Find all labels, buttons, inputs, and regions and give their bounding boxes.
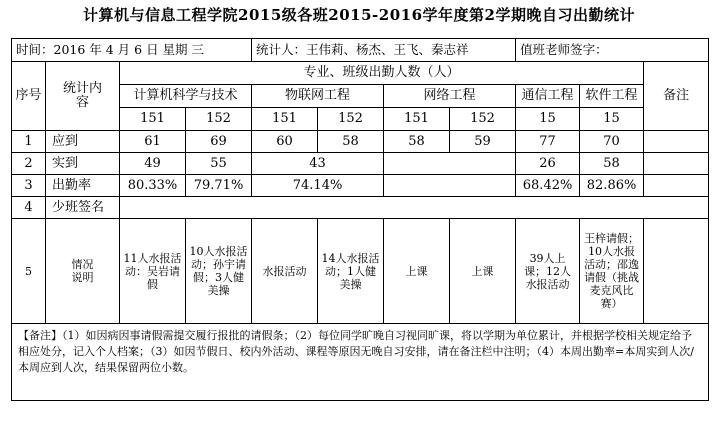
remark-header: 备注 [644, 62, 709, 131]
row-label: 少班签名 [46, 197, 120, 219]
major-header: 通信工程 [516, 85, 580, 108]
value-cell: 70 [580, 131, 644, 153]
value-cell: 43 [252, 153, 384, 175]
class-header: 151 [120, 108, 186, 131]
remark-cell [644, 175, 709, 197]
major-header: 计算机科学与技术 [120, 85, 252, 108]
value-cell: 60 [252, 131, 318, 153]
seq-header: 序号 [12, 62, 46, 131]
row-seq: 1 [12, 131, 46, 153]
row-label: 出勤率 [46, 175, 120, 197]
notes-text: 【备注】（1）如因病因事请假需提交履行报批的请假条；（2）每位同学旷晚自习视同旷课，将以学期为单位累计，并根据学校相关规定给予相应处分，记入个人档案；（3）如因节假日、校内外活动、课程等原因无晚自习安排，请在备注栏中注明；（4）本周出勤率=本周实到人次/本周应到人次，结果保留两位小数。 [12, 324, 709, 401]
value-cell: 58 [580, 153, 644, 175]
situation-cell: 14人水报活动；1人健美操 [318, 219, 384, 324]
signature-area [120, 197, 709, 219]
row-seq: 3 [12, 175, 46, 197]
class-header: 152 [450, 108, 516, 131]
situation-cell: 10人水报活动；孙宇请假；3人健美操 [186, 219, 252, 324]
major-header: 物联网工程 [252, 85, 384, 108]
class-header: 152 [318, 108, 384, 131]
value-cell: 59 [450, 131, 516, 153]
row-seq: 4 [12, 197, 46, 219]
stat-content-header: 统计内容 [46, 62, 120, 131]
row-label: 应到 [46, 131, 120, 153]
situation-cell: 11人水报活动：吴岩请假 [120, 219, 186, 324]
class-header: 15 [516, 108, 580, 131]
table-row [12, 197, 709, 219]
row-seq: 2 [12, 153, 46, 175]
page-title: 计算机与信息工程学院2015级各班2015-2016学年度第2学期晚自习出勤统计 [83, 6, 635, 24]
class-header: 151 [252, 108, 318, 131]
situation-cell: 上课 [450, 219, 516, 324]
major-header: 软件工程 [580, 85, 644, 108]
table-row [12, 175, 709, 197]
value-cell [384, 175, 516, 197]
remark-cell [644, 219, 709, 324]
value-cell: 61 [120, 131, 186, 153]
table-row [12, 153, 709, 175]
date-cell: 时间：2016 年 4 月 6 日 星期 三 [12, 39, 252, 62]
value-cell: 74.14% [252, 175, 384, 197]
value-cell: 82.86% [580, 175, 644, 197]
row-label: 实到 [46, 153, 120, 175]
group-header: 专业、班级出勤人数（人） [120, 62, 644, 85]
value-cell: 69 [186, 131, 252, 153]
value-cell: 26 [516, 153, 580, 175]
situation-cell: 王梓请假；10人水报活动；邵逸请假（挑战麦克风比赛） [580, 219, 644, 324]
class-header: 152 [186, 108, 252, 131]
table-row [12, 131, 709, 153]
remark-cell [644, 153, 709, 175]
value-cell: 58 [384, 131, 450, 153]
value-cell: 55 [186, 153, 252, 175]
attendance-table [11, 38, 709, 401]
counter-cell: 统计人：王伟莉、杨杰、王飞、秦志祥 [252, 39, 516, 62]
row-label: 情况说明 [46, 219, 120, 324]
row-seq: 5 [12, 219, 46, 324]
situation-cell: 39人上课；12人水报活动 [516, 219, 580, 324]
value-cell: 77 [516, 131, 580, 153]
major-header: 网络工程 [384, 85, 516, 108]
class-header: 15 [580, 108, 644, 131]
value-cell: 58 [318, 131, 384, 153]
table-row [12, 219, 709, 324]
value-cell [384, 153, 516, 175]
value-cell: 80.33% [120, 175, 186, 197]
situation-cell: 上课 [384, 219, 450, 324]
remark-cell [644, 131, 709, 153]
value-cell: 68.42% [516, 175, 580, 197]
value-cell: 79.71% [186, 175, 252, 197]
value-cell: 49 [120, 153, 186, 175]
teacher-sign-cell: 值班老师签字： [516, 39, 709, 62]
class-header: 151 [384, 108, 450, 131]
situation-cell: 水报活动 [252, 219, 318, 324]
